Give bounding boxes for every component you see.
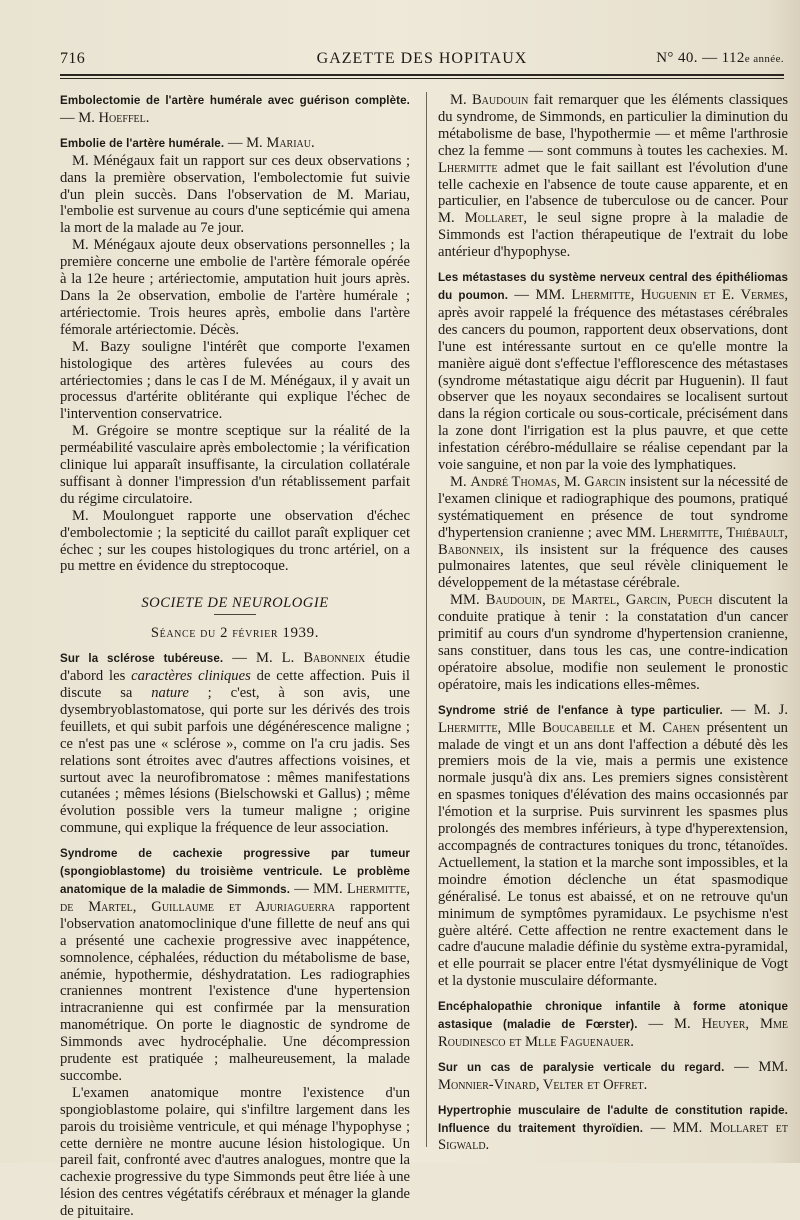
text: rapportent l'observation anatomoclinique d'une fillette de neuf ans qui a présenté une cachexie progressive avec inappétence, somnolence, céphalées, réduction du métabolisme de base, anémie, hypothermie, déshydratation. Les radiographies craniennes montrent l'existence d'une hypertension intracranienne qui est confirmée par la mensuration manométrique. On porte le diagnostic de syndrome de Simmonds avec hydrocéphalie. Une décompression prudente est pratiquée ; malheureusement, la malade succombe. [60,898,410,1084]
author-name: Mollaret [464,210,524,227]
author-name: Mollaret et Sigwald. [438,1119,789,1154]
author-name: André Thomas, M. Garcin [470,473,626,490]
article-title: Encéphalopathie chronique infantile à forme atonique astasique (maladie de Fœrster). [438,1000,788,1032]
text: et M. [614,719,663,736]
author-name: Monnier-Vinard, Velter et Offret. [438,1076,648,1093]
paragraph-discussion [438,592,788,693]
page-number: 716 [60,50,86,67]
text: discutent la conduite pratique à tenir : la constatation d'un cancer primitif au cours d'un syndrome d'hypertension cranienne, sans constituer, dans tous les cas, une contre-indication opératoire absolue, modifie non seulement le pronostic opératoire, mais les indications elles-mêmes. [438,592,788,693]
paragraph: M. Ménégaux fait un rapport sur ces deux observations ; dans la première observation, l'embolectomie fut suivie d'un plein succès. Dans l'observation de M. Mariau, l'embolie est survenue au cours d'une septicémie qui amena la mort de la malade au 7e jour. [60,152,410,237]
text: insistent sur la nécessité de l'examen clinique et radiographique des poumons, pratiqué systématiquement en présence de tout syndrome d'hypertension cranienne ; avec MM. [438,473,788,541]
paragraph: M. Bazy souligne l'intérêt que comporte l'examen histologique des artères fulevées au cours des artériectomies ; dans le cas I de M. Ménégaux, il y avait un processus d'artérite oblitérante qui explique l'échec de l'intervention conservatrice. [60,338,410,423]
paragraph: L'examen anatomique montre l'existence d'un spongioblastome polaire, qui s'infiltre largement dans les parois du troisième ventricule, et qui ménage l'hypophyse ; cette dernière ne montre aucune lésion histologique. Un pareil fait, confronté avec d'autres analogues, montre que la cachexie progressive du type Simmonds peut être liée à une lésion des centres végétatifs cérébraux et ménager la glande de pituitaire. [60,1084,410,1220]
author-prefix: — M. [60,109,99,126]
author-prefix: — MM. [643,1119,710,1136]
right-column [438,92,788,1152]
article-embolie-humerale [60,135,410,153]
author-name: Heuyer, Mme Roudinesco et Mlle Faguenauer. [438,1016,788,1050]
header-rule-thin [60,78,784,79]
article-encephalopathie [438,998,788,1051]
article-metastases [438,269,788,474]
article-title: Sur la sclérose tubéreuse. [60,652,224,666]
paragraph-baudouin [438,92,788,261]
article-syndrome-strie [438,702,788,990]
author-name: Lhermitte, Thiébault, Babonneix [438,524,788,558]
paragraph: M. Grégoire se montre sceptique sur la réalité de la perméabilité vasculaire après embolectomie ; la vérification clinique lui apparaît insuffisante, la circulation collatérale suffisant à donner l'impression d'un rétablissement parfait du régime circulatoire. [60,423,410,507]
issue-text: N° 40. — 112 [656,50,745,66]
issue-suffix: e année. [744,53,784,65]
text: , Mlle [497,719,543,736]
author-name: Hoeffel. [98,109,150,126]
author-name: Lhermitte, de Martel, Guillaume et Ajuriaguerra [60,880,411,915]
header-rule-thick [60,74,784,76]
society-heading: SOCIETE DE NEUROLOGIE [141,595,329,612]
author-prefix: — MM. [508,286,572,303]
author-prefix: — MM. [724,1058,788,1075]
author-name: Baudouin, de Martel, Garcin, Puech [485,592,713,609]
article-hypertrophie [438,1102,788,1155]
author-name: Mariau. [266,134,315,151]
text: MM. [450,592,486,609]
author-name: Babonneix [303,650,366,667]
article-title: Hypertrophie musculaire de l'adulte de constitution rapide. Influence du traitement thyroïdien. [438,1103,788,1135]
text: ; c'est, à son avis, une dysembryoblastomatose, qui porte sur les dérivés des trois feuillets, et qui subit parfois une dégénérescence maligne ; ce n'est pas une « sclérose », comme on l'a cru jadis. Ses relations sont étroites avec d'autres affections voisines, et surtout avec la neurofibromatose : mêmes manifestations cutanées ; mêmes lésions (Bielschowski et Gallus) ; même évolution possible vers la tumeur maligne ; origine commune, qui explique la fréquence de leur association. [60,685,410,837]
paragraph-thomas-garcin [438,474,788,592]
article-cachexie [60,845,410,1085]
author-prefix: — M. J. [722,701,788,718]
author-name: Lhermitte [438,719,498,736]
article-paralysie [438,1059,788,1094]
author-name: Lhermitte [438,159,498,176]
paragraph: M. Ménégaux ajoute deux observations personnelles ; la première concerne une embolie de l'artère fémorale opérée à la 12e heure ; artériectomie, amputation huit jours après. Dans la 2e observation, embolie de l'artère humérale ; artériectomie. Trois heures après, embolie dans l'artère fémorale artériectomie. Décès. [60,237,410,338]
article-title: Embolectomie de l'artère humérale avec guérison complète. [60,94,410,107]
article-title: Syndrome strié de l'enfance à type particulier. [438,703,723,717]
issue-number [656,50,784,67]
text: fait remarquer que les éléments classiques du syndrome, de Simmonds, en particulier la diminution du métabolisme de base, l'hypothermie — et même l'arthrosie chez la femme — sont communs à toutes les cachexies. M. [438,92,788,159]
left-column [60,92,411,1220]
emphasis: nature [151,685,189,701]
text: , après avoir rappelé la fréquence des métastases cérébrales des cancers du poumon, rapportent deux observations, dont l'une est intéressante surtout en ce qu'elle montre la manière aiguë dont s'effectue l'efflorescence des métastases (syndrome métastatique aigu décrit par Huguenin). Il faut observer que les noyaux secondaires se localisent surtout dans la région corticale ou sous-corticale, précisément dans la zone dont l'irrigation est la plus pauvre, et que cette infestation cérébro-médullaire se réalise cependant par la voie sanguine, et non par la voie des lymphatiques. [438,286,789,474]
text: , ils insistent sur la fréquence des causes pulmonaires latentes, que seul révèle cliniquement le développement de la métastase cérébrale. [438,541,788,592]
text: présentent un malade de vingt et un ans dont l'affection a débuté dès les premiers mois de la vie, mais a permis une existence normale jusqu'à dix ans. Les premiers signes consistèrent en spasmes toniques d'élévation des mains occasionnés par l'émotion et la surprise. Puis survinrent les spasmes plus prolongés des membres inférieurs, à type d'hyperextension, accompagnés de contractures toniques du tronc, tétanoïdes. Actuellement, la station et la marche sont impossibles, et la moindre émotion déclenche un état spasmodique généralisé. Le tonus est abaissé, et on ne retrouve qu'un minimum de symptômes pyramidaux. Le psychisme n'est guère altéré. Cette affection ne rentre exactement dans le cadre d'aucune maladie définie du système extra-pyramidal, et elle pourrait se placer entre l'état dysmyélinique de Vogt et la dystonie musculaire déformante. [438,719,788,990]
author-name: Boucabeille [542,719,615,736]
article-title: Syndrome de cachexie progressive par tumeur (spongioblastome) du troisième ventricule. Le problème anatomique de la maladie de Simmonds. [60,847,410,896]
article-title: Embolie de l'artère humérale. [60,136,225,150]
article-title: Les métastases du système nerveux central des épithéliomas du poumon. [438,271,788,302]
author-prefix: — M. L. [223,650,304,667]
article-embolectomie [60,92,410,127]
text: , le seul signe propre à la maladie de Simmonds est l'action thérapeutique de l'extrait du lobe antérieur d'hypophyse. [438,210,788,261]
text: admet que le fait saillant est l'évolution d'une telle cachexie en l'absence de toute cause apparente, et en particulier, en l'absence de tuberculose ou de cancer. Pour M. [438,159,788,227]
emphasis: caractères cliniques [131,668,251,685]
journal-title: GAZETTE DES HOPITAUX [316,50,528,67]
author-name: Lhermitte, Huguenin et E. Vermes [571,286,785,303]
author-prefix: — M. [637,1016,702,1033]
text: étudie d'abord les [60,650,410,685]
seance-text: Séance du 2 février [150,625,283,642]
article-sclerose-tubereuse [60,650,410,837]
page-header [60,50,784,74]
author-prefix: — MM. [290,880,347,897]
section-rule [214,614,256,615]
paragraph: M. Moulonguet rapporte une observation d'échec d'embolectomie ; la septicité du caillot paraît expliquer cet échec ; sur les coupes histologiques du tronc artériel, on a pu mettre en évidence du streptocoque. [60,507,410,575]
article-title: Sur un cas de paralysie verticale du regard. [438,1060,725,1074]
author-name: M. Baudouin [450,92,529,108]
author-name: Cahen [662,719,700,736]
seance-year: 1939. [282,625,320,642]
author-prefix: — M. [224,134,267,151]
seance-date [60,625,410,642]
column-divider [426,92,427,1147]
text: M. [450,473,471,490]
text: de cette affection. Puis il discute sa [60,668,410,701]
